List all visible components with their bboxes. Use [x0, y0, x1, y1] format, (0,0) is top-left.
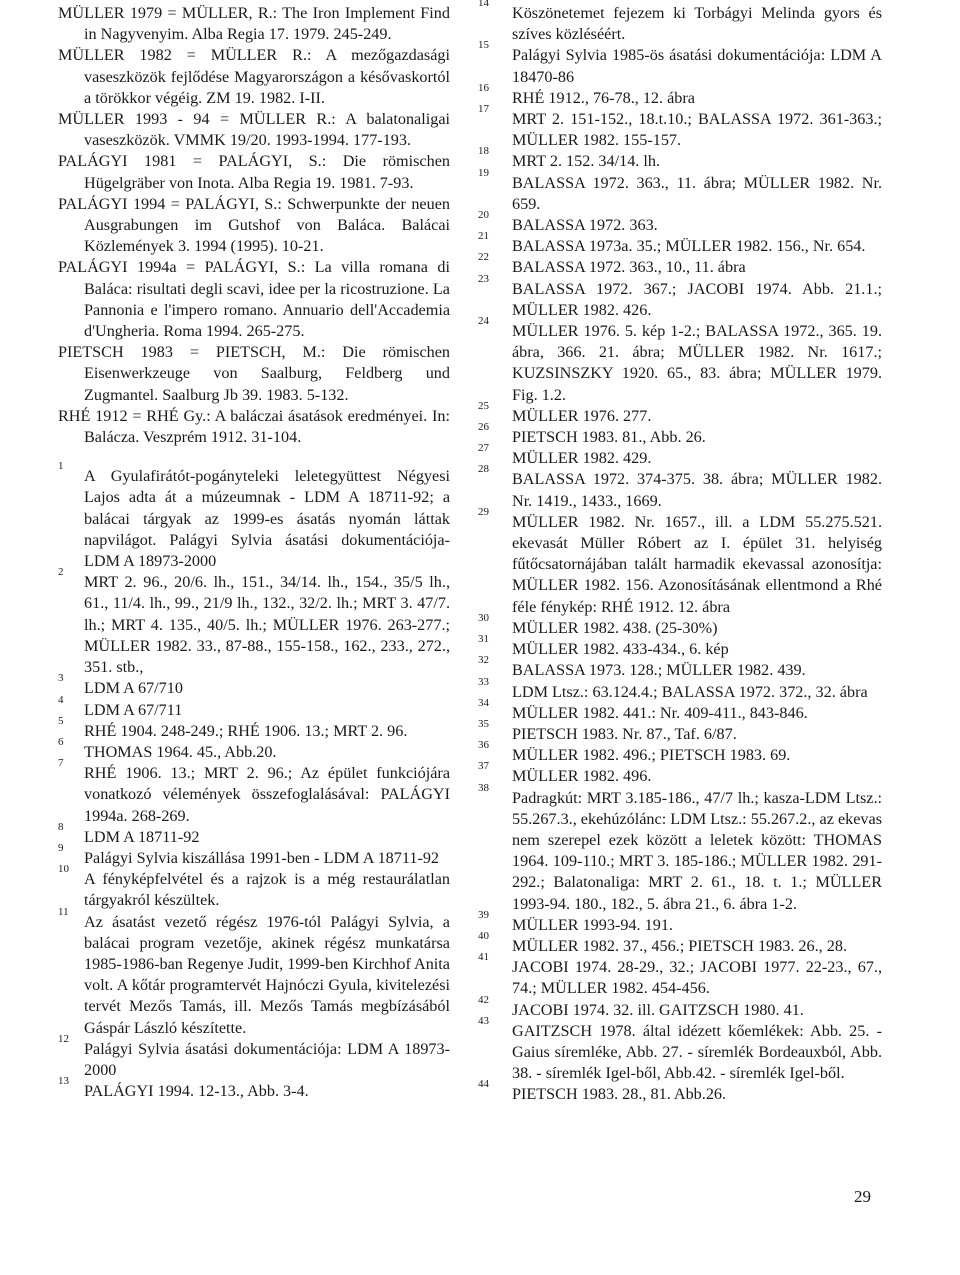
- footnote-number: 37: [478, 760, 489, 773]
- footnote: [478, 145, 882, 172]
- footnote: [478, 696, 882, 724]
- footnote-number: 23: [478, 272, 489, 285]
- footnote: [478, 442, 882, 469]
- footnote-text: BALASSA 1972. 367.; JACOBI 1974. Abb. 21.1.; MÜLLER 1982. 426.: [512, 279, 882, 319]
- footnote-text: MÜLLER 1982. 438. (25-30%): [512, 618, 718, 637]
- bibliography-entry: PALÁGYI 1994a = PALÁGYI, S.: La villa romana di Baláca: risultati degli scavi, idee per la ricostruzione. La Pannonia e l'impero romano. Annuario dell'Accademia d'Ungheria. Roma 1994. 265-275.: [58, 258, 450, 341]
- footnote-number: 19: [478, 166, 489, 179]
- footnote: [478, 760, 882, 787]
- footnote-number: 30: [478, 611, 489, 624]
- footnote: [478, 993, 882, 1021]
- footnote: [58, 693, 450, 721]
- footnote: [478, 230, 882, 257]
- bibliography-entry: PALÁGYI 1994 = PALÁGYI, S.: Schwerpunkte der neuen Ausgrabungen im Gutshof von Baláca. Balácai Közlemények 3. 1994 (1995). 10-21.: [58, 194, 450, 256]
- footnote-text: PALÁGYI 1994. 12-13., Abb. 3-4.: [84, 1082, 309, 1101]
- footnote-text: MÜLLER 1976. 5. kép 1-2.; BALASSA 1972., 365. 19. ábra, 366. 21. ábra; MÜLLER 1982. Nr. 1617.; KUZSINSZKY 1920. 65., 83. ábra; MÜLLER 1979. Fig. 1.2.: [512, 322, 882, 404]
- footnote-number: 13: [58, 1075, 69, 1088]
- footnote-number: 36: [478, 739, 489, 752]
- footnote-text: MÜLLER 1982. 429.: [512, 449, 652, 468]
- footnote: [478, 505, 882, 618]
- footnote: [58, 863, 450, 911]
- footnote-text: THOMAS 1964. 45., Abb.20.: [84, 742, 277, 761]
- footnote-number: 22: [478, 251, 489, 264]
- footnote-number: 34: [478, 696, 489, 709]
- footnote: [478, 315, 882, 406]
- footnote-text: LDM A 18711-92: [84, 827, 200, 846]
- footnote-text: LDM Ltsz.: 63.124.4.; BALASSA 1972. 372., 32. ábra: [512, 682, 868, 701]
- footnote-number: 6: [58, 735, 64, 748]
- bibliography-entry: MÜLLER 1979 = MÜLLER, R.: The Iron Implement Find in Nagyvenyim. Alba Regia 17. 1979. 245-249.: [58, 4, 450, 44]
- bibliography-entry: MÜLLER 1993 - 94 = MÜLLER R.: A balatonaligai vaseszközök. VMMK 19/20. 1993-1994. 177-193.: [58, 110, 450, 150]
- footnote-number: 31: [478, 633, 489, 646]
- footnote-number: 17: [478, 103, 489, 116]
- footnote-number: 5: [58, 714, 64, 727]
- footnote: [478, 39, 882, 87]
- footnote-number: 32: [478, 654, 489, 667]
- footnote-text: JACOBI 1974. 28-29., 32.; JACOBI 1977. 22-23., 67., 74.; MÜLLER 1982. 454-456.: [512, 958, 882, 998]
- footnote-text: MRT 2. 152. 34/14. lh.: [512, 152, 661, 171]
- footnote-text: Padragkút: MRT 3.185-186., 47/7 lh.; kasza-LDM Ltsz.: 55.267.3., ekehúzólánc: LDM Ltsz.: 55.267.2., az ekevas nem szerepel ezek között a leletek között: THOMAS 1964. 109-110.; MRT 3. 185-186.; MÜLLER 1982. 291-292.; Balatonaliga: MRT 2. 61., 18. t. 1.; MÜLLER 1993-94. 180., 182., 5. ábra 21., 6. ábra 1-2.: [512, 788, 882, 913]
- footnote-number: 24: [478, 315, 489, 328]
- bibliography-entry: RHÉ 1912 = RHÉ Gy.: A baláczai ásatások eredményei. In: Balácza. Veszprém 1912. 31-104.: [58, 406, 450, 447]
- footnote-number: 11: [58, 905, 69, 918]
- bibliography-entry: PIETSCH 1983 = PIETSCH, M.: Die römischen Eisenwerkzeuge von Saalburg, Feldberg und Zugmantel. Saalburg Jb 39. 1983. 5-132.: [58, 343, 450, 404]
- footnote: [58, 735, 450, 763]
- footnote-number: 20: [478, 209, 489, 222]
- footnote-text: BALASSA 1972. 363., 11. ábra; MÜLLER 1982. Nr. 659.: [512, 173, 882, 213]
- page-number: 29: [854, 1187, 871, 1206]
- footnote-text: RHÉ 1904. 248-249.; RHÉ 1906. 13.; MRT 2. 96.: [84, 721, 408, 740]
- footnote-number: 18: [478, 145, 489, 158]
- footnote: [478, 633, 882, 660]
- footnote-text: A Gyulafirátót-pogányteleki leletegyüttest Négyesi Lajos adta át a múzeumnak - LDM A 18711-92; a balácai tárgyak az 1999-es ásatás nyomán láttak napvilágot. Palágyi Sylvia ásatási dokumentációja-LDM A 18973-2000: [84, 467, 450, 571]
- footnote-number: 25: [478, 399, 489, 412]
- footnote: [58, 714, 450, 742]
- footnote-text: Palágyi Sylvia 1985-ös ásatási dokumentációja: LDM A 18470-86: [512, 46, 882, 86]
- footnote-text: Palágyi Sylvia ásatási dokumentációja: LDM A 18973-2000: [84, 1039, 450, 1079]
- footnote-number: 38: [478, 781, 489, 794]
- footnote: [478, 421, 882, 448]
- footnote: [478, 399, 882, 427]
- footnote: [478, 717, 882, 745]
- footnote-number: 27: [478, 442, 489, 455]
- footnote-text: LDM A 67/711: [84, 700, 183, 719]
- footnote-text: MRT 2. 96., 20/6. lh., 151., 34/14. lh., 154., 35/5 lh., 61., 11/4. lh., 99., 21/9 lh., 132., 32/2. lh.; MRT 3. 47/7. lh.; MRT 4. 135., 40/5. lh.; MÜLLER 1976. 263-277.; MÜLLER 1982. 33., 87-88., 155-158., 162., 233., 272., 351. stb.,: [84, 573, 450, 677]
- footnote: [58, 820, 450, 848]
- footnote-number: 7: [58, 757, 64, 770]
- footnote-text: BALASSA 1972. 363., 10., 11. ábra: [512, 258, 746, 277]
- footnote: [478, 81, 882, 109]
- footnote: [478, 908, 882, 936]
- footnote-number: 40: [478, 929, 489, 942]
- bibliography-list: [58, 0, 450, 448]
- footnote-text: MÜLLER 1993-94. 191.: [512, 915, 673, 934]
- right-column: [478, 0, 882, 1106]
- footnote: [478, 675, 882, 703]
- footnote-number: 9: [58, 841, 64, 854]
- footnote-text: MRT 2. 151-152., 18.t.10.; BALASSA 1972. 361-363.; MÜLLER 1982. 155-157.: [512, 110, 882, 150]
- footnote: [478, 951, 882, 999]
- footnote: [58, 905, 450, 1039]
- footnote: [478, 463, 882, 511]
- footnote: [58, 757, 450, 827]
- footnote-number: 10: [58, 863, 69, 876]
- footnote-number: 1: [58, 460, 64, 473]
- footnote-text: GAITZSCH 1978. által idézett kőemlékek: Abb. 25. - Gaius síremléke, Abb. 27. - síremlék Bordeauxból, Abb. 38. - síremlék Igel-ből, Abb.42. - síremlék Igel-ből.: [512, 1021, 882, 1083]
- footnote-text: BALASSA 1973. 128.; MÜLLER 1982. 439.: [512, 661, 806, 680]
- footnote-number: 33: [478, 675, 489, 688]
- footnote-number: 8: [58, 820, 64, 833]
- footnote-number: 41: [478, 951, 489, 964]
- footnote-number: 21: [478, 230, 489, 243]
- footnote: [478, 166, 882, 215]
- footnote-text: MÜLLER 1982. 496.: [512, 767, 652, 786]
- footnote-number: 29: [478, 505, 489, 518]
- footnote: [58, 672, 450, 699]
- footnote-number: 4: [58, 693, 64, 706]
- footnotes-left: [58, 460, 450, 1102]
- footnote: [478, 251, 882, 278]
- footnote-text: BALASSA 1973a. 35.; MÜLLER 1982. 156., Nr. 654.: [512, 237, 866, 256]
- footnote: [478, 0, 882, 45]
- footnote-text: RHÉ 1906. 13.; MRT 2. 96.; Az épület funkciójára vonatkozó vélemények összefoglalásával: PALÁGYI 1994a. 268-269.: [84, 764, 450, 825]
- footnote-text: A fényképfelvétel és a rajzok is a még restaurálatlan tárgyakról készültek.: [84, 870, 450, 910]
- footnote-number: 44: [478, 1078, 489, 1091]
- footnote-number: 26: [478, 421, 489, 434]
- footnote-number: 14: [478, 0, 489, 9]
- footnote-number: 3: [58, 672, 64, 685]
- footnote: [478, 103, 882, 151]
- footnote-text: PIETSCH 1983. 28., 81. Abb.26.: [512, 1085, 727, 1104]
- footnote-text: MÜLLER 1982. 37., 456.; PIETSCH 1983. 26., 28.: [512, 936, 847, 955]
- bibliography-entry: PALÁGYI 1981 = PALÁGYI, S.: Die römischen Hügelgräber von Inota. Alba Regia 19. 1981. 7-93.: [58, 152, 450, 192]
- footnote-text: PIETSCH 1983. Nr. 87., Taf. 6/87.: [512, 724, 737, 743]
- footnote-text: PIETSCH 1983. 81., Abb. 26.: [512, 428, 706, 447]
- footnote: [478, 1078, 882, 1105]
- footnote-text: MÜLLER 1982. 496.; PIETSCH 1983. 69.: [512, 746, 791, 765]
- footnote: [478, 611, 882, 639]
- footnote: [478, 929, 882, 957]
- footnote: [58, 566, 450, 678]
- footnote: [478, 654, 882, 681]
- footnote: [478, 739, 882, 766]
- footnote: [478, 1014, 882, 1085]
- footnote-text: Az ásatást vezető régész 1976-tól Palágyi Sylvia, a balácai program vezetője, akinek régész munkatársa 1985-1986-ban Regenye Judit, 1999-ben Kirchhof Anita volt. A kőtár programtervét Hajnóczi Gyula, kivitelezési tervét Mezős Tamás, ill. Mezős Tamás megbízásából Gáspár László készítette.: [84, 912, 450, 1037]
- footnote-number: 42: [478, 993, 489, 1006]
- footnote: [58, 841, 450, 869]
- footnote-text: RHÉ 1912., 76-78., 12. ábra: [512, 88, 695, 107]
- footnote: [478, 272, 882, 321]
- footnote-text: MÜLLER 1982. 433-434., 6. kép: [512, 640, 729, 659]
- footnote-number: 35: [478, 717, 489, 730]
- footnote: [478, 209, 882, 236]
- footnote-text: BALASSA 1972. 363.: [512, 216, 658, 235]
- footnote-number: 12: [58, 1032, 69, 1045]
- footnote: [58, 1032, 450, 1081]
- left-column: [58, 0, 450, 1102]
- footnote-text: JACOBI 1974. 32. ill. GAITZSCH 1980. 41.: [512, 1000, 804, 1019]
- footnote-number: 16: [478, 81, 489, 94]
- footnote-text: LDM A 67/710: [84, 679, 183, 698]
- footnote-text: MÜLLER 1982. 441.: Nr. 409-411., 843-846.: [512, 703, 808, 722]
- footnotes-right: [478, 0, 882, 1106]
- footnote-number: 39: [478, 908, 489, 921]
- footnote-number: 43: [478, 1014, 489, 1027]
- footnote-number: 28: [478, 463, 489, 476]
- bibliography-entry: MÜLLER 1982 = MÜLLER R.: A mezőgazdasági vaseszközök fejlődése Magyarországon a késővaskortól a törökkor végéig. ZM 19. 1982. I-II.: [58, 46, 450, 107]
- footnote-text: MÜLLER 1982. Nr. 1657., ill. a LDM 55.275.521. ekevasát Müller Róbert az I. épület 31. helyiség fűtőcsatornájában talált harmadik ekevassal azonosítja: MÜLLER 1982. 156. Azonosításának ellentmond a Rhé féle fénykép: RHÉ 1912. 12. ábra: [512, 512, 882, 616]
- footnote-text: BALASSA 1972. 374-375. 38. ábra; MÜLLER 1982. Nr. 1419., 1433., 1669.: [512, 470, 882, 510]
- footnote-number: 15: [478, 39, 489, 52]
- footnote: [58, 460, 450, 572]
- footnote-text: Palágyi Sylvia kiszállása 1991-ben - LDM A 18711-92: [84, 848, 440, 867]
- footnote-text: MÜLLER 1976. 277.: [512, 406, 652, 425]
- footnote: [58, 1075, 450, 1102]
- footnote-text: Köszönetemet fejezem ki Torbágyi Melinda gyors és szíves közléséért.: [512, 4, 882, 44]
- footnote-number: 2: [58, 566, 64, 579]
- footnote: [478, 781, 882, 915]
